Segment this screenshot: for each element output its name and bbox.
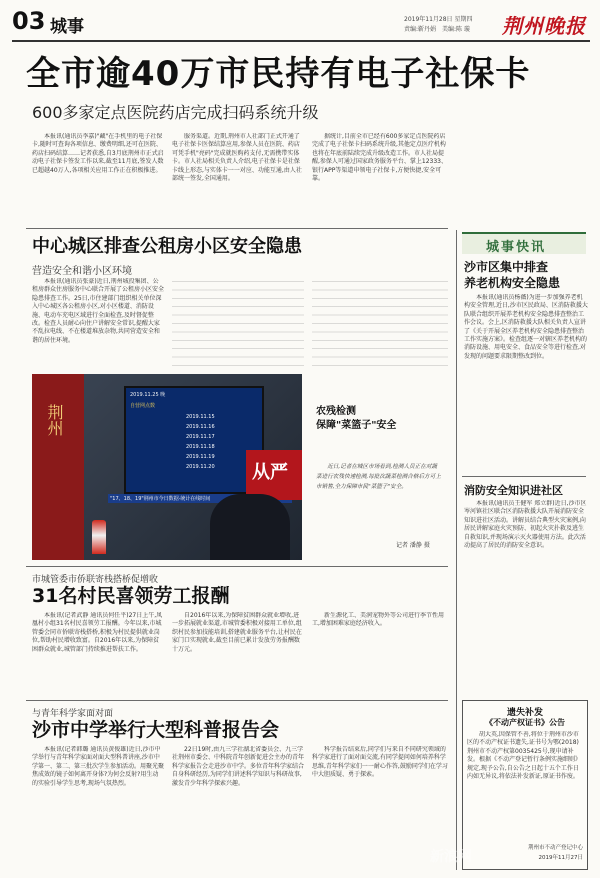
story4-col-3 bbox=[312, 746, 448, 870]
story2-body: 本报讯(通讯员张豪)近日,荆州城投集团、公租房群众住房服务中心联合开展了公租房小区安全隐患排查工作。25日,市住建部门组织相关单位深入中心城区各公租房小区,对小区楼道、消防设施、电动车充电区域进行全面检查,及时督促整改。检查人员耐心向住户讲解安全常识,提醒大家不乱拉电线、不在楼道堆放杂物,共同营造安全和谐的居住环境。 bbox=[32, 278, 164, 344]
header-divider bbox=[12, 40, 590, 42]
lead-body-2: 服务渠道。近期,荆州市人社部门正式开通了电子社保卡医保结算应用,参保人员在医院、药店可凭手机"亮码"完成就医购药支付,无需携带实体卡。市人社局相关负责人介绍,电子社保卡是社保卡线上形态,与实体卡一一对应、功能互通,由人社部统一签发,全国通用。 bbox=[172, 133, 302, 183]
story4-col-1 bbox=[32, 746, 164, 870]
page-header bbox=[12, 6, 590, 44]
story3-headline: 31名村民喜领劳工报酬 bbox=[32, 585, 230, 607]
story4-body-3: 科学报告结束后,同学们与来自不同研究领域的科学家进行了面对面交流,有同学提问如何培养科学思维,青年科学家们一一耐心作答,鼓励同学们在学习中大胆质疑、勇于探索。 bbox=[312, 746, 448, 779]
story2-col-1 bbox=[32, 278, 164, 366]
story4-body-2: 22日19时,由九三学社湖北省委员会、九三学社荆州市委会、中科院青年创新促进会主办的青年科学家报告会走进沙市中学。多位青年科学家结合自身科研经历,为同学们讲述科学知识与科研故事,激发青少年科学探索兴趣。 bbox=[172, 746, 304, 787]
lead-col-1 bbox=[32, 133, 164, 221]
story3-col-1 bbox=[32, 612, 164, 692]
story3-body-3: 新生源化工、美润宠物外等公司进行季节性用工,增加困难家庭经济收入。 bbox=[312, 612, 445, 628]
sidebar-divider bbox=[456, 230, 457, 870]
news2-headline: 消防安全知识进社区 bbox=[464, 484, 563, 497]
lead-body: 本报讯(通讯员李嘉)"藏"在手机里的电子社保卡,随时可查询各项信息、缴费明细,还可在医院、药店扫码结算……记者获悉,自3月底荆州市正式启动电子社保卡签发工作以来,截至11月底,签发人数已超越40万人,各项相关应用工作正在积极推进。 bbox=[32, 133, 164, 174]
notice-headline-1: 遗失补发 bbox=[506, 708, 543, 718]
mid-divider bbox=[26, 566, 448, 567]
screen-line: 2019.11.17 bbox=[186, 434, 215, 440]
story4-body: 本报讯(记者韩璐 通讯员黄俊雄)近日,沙市中学举行与青年科学家面对面大型科普讲座,沙市中学第一、第二、第三批次学生参加活动。用聚光聚焦成效的镜子如何离开身体?为何会反射?用生动的实验引导学生思考,现场气氛热烈。 bbox=[32, 746, 164, 787]
story2-headline: 中心城区排查公租房小区安全隐患 bbox=[32, 236, 302, 257]
notice-body: 胡大英,因保管不善,将位于荆州市沙市区的不动产权证书遗失,证书号为鄂(2018)荆州市不动产权第0035425号,现申请补发。根据《不动产登记暂行条例实施细则》规定,现予公告,自公告之日起十五个工作日内如无异议,将依法补发新证,原证书作废。 bbox=[467, 731, 582, 781]
photo-red-sign bbox=[246, 450, 302, 500]
sidebar-title: 城事快讯 bbox=[486, 240, 547, 255]
story2-subhead: 营造安全和谐小区环境 bbox=[32, 266, 132, 277]
notice-headline-2: 《不动产权证书》公告 bbox=[485, 718, 565, 727]
sign-text: 从严 bbox=[252, 462, 288, 483]
story2-col-2 bbox=[172, 278, 304, 366]
story4-kicker: 与青年科学家面对面 bbox=[32, 709, 114, 719]
food-headline-1: 农残检测 bbox=[316, 406, 356, 417]
story3-body: 本报讯(记者武静 通讯员何任平)27日上午,凤凰村小组31名村民喜领劳工报酬。今年以来,市城管委会同市侨联寄栈搭桥,积极为村民提供就业岗位,帮助村民增收致富。自2016年以来,为保障贫困群众就业,城管部门持续推进帮扶工作。 bbox=[32, 612, 163, 653]
photo-red-panel bbox=[32, 374, 84, 560]
screen-line: 2019.11.25 晚 bbox=[130, 392, 166, 398]
lead-col-3 bbox=[312, 133, 448, 221]
food-caption-text: 近日,记者在城区市场看到,检测人员正在对蔬菜进行农残快速检测,每批次蔬菜检测合格后方可上市销售,全力保障市民"菜篮子"安全。 bbox=[316, 464, 441, 490]
food-headline-2: 保障"菜篮子"安全 bbox=[316, 420, 397, 431]
watermark: 新浪网 bbox=[430, 849, 472, 865]
story3-col-2 bbox=[172, 612, 304, 692]
notice-body-col bbox=[467, 731, 583, 835]
story2-col-3 bbox=[312, 278, 448, 366]
sidebar-rule-1 bbox=[462, 476, 586, 477]
newspaper-logo: 荆州晚报 bbox=[502, 14, 586, 38]
lower-divider bbox=[26, 700, 448, 701]
news-photo bbox=[32, 374, 302, 560]
lead-headline: 全市逾40万市民持有电子社保卡 bbox=[26, 54, 531, 94]
story3-col-3 bbox=[312, 612, 448, 692]
food-caption bbox=[316, 462, 442, 534]
lead-col-2 bbox=[172, 133, 304, 221]
story4-col-2 bbox=[172, 746, 304, 870]
screen-line: 2019.11.20 bbox=[186, 464, 215, 470]
story3-kicker: 市城管委市侨联寄栈搭桥促增收 bbox=[32, 575, 159, 585]
screen-line: 2019.11.18 bbox=[186, 444, 215, 450]
news1-headline-2: 养老机构安全隐患 bbox=[464, 276, 561, 290]
news1-headline-1: 沙市区集中排查 bbox=[464, 260, 549, 274]
screen-line: 2019.11.16 bbox=[186, 424, 215, 430]
story3-body-2: 自2016年以来,为保障贫困群众就业增收,进一步拓展就业渠道,市城管委积极对接用工单位,组织村民参加技能培训,搭建就业服务平台,让村民在家门口实现就业,截至目前已累计发放劳务报酬数十万元。 bbox=[172, 612, 302, 653]
section-name: 城事 bbox=[50, 17, 84, 37]
story4-headline: 沙市中学举行大型科普报告会 bbox=[32, 719, 280, 741]
news2-body-col bbox=[464, 500, 588, 670]
lead-divider bbox=[26, 228, 448, 229]
news1-body-col bbox=[464, 294, 588, 470]
photo-banner: "17、18、19"荆州市今日数据·统计在线时间 bbox=[108, 494, 292, 503]
sidebar-banner bbox=[462, 232, 586, 254]
screen-line: 2019.11.19 bbox=[186, 454, 215, 460]
photo-person bbox=[210, 494, 290, 560]
photo-cone bbox=[92, 520, 106, 554]
photo-screen bbox=[124, 386, 264, 494]
screen-line: 自营网点数 bbox=[130, 403, 156, 409]
issue-date: 2019年11月28日 星期四 bbox=[404, 16, 473, 23]
photo-credit: 记者 潘静 摄 bbox=[396, 542, 430, 549]
lead-subhead: 600多家定点医院药店完成扫码系统升级 bbox=[32, 103, 319, 122]
news1-body: 本报讯(通讯员杨薇)为进一步加强养老机构安全管理,近日,沙市区民政局、区消防救援大队联合组织开展养老机构安全隐患排查整治工作会议。会上,区消防救援大队相关负责人宣讲了《关于开展全区养老机构安全隐患排查整治工作实施方案》。检查组逐一对辖区养老机构的消防设施、用电安全、食品安全等进行检查,对发现的问题要求限期整改到位。 bbox=[464, 294, 588, 360]
lead-body-3: 据统计,目前全市已经有600多家定点医院药店完成了电子社保卡扫码系统升级,其他定点医疗机构也将在年底前陆续完成升级改造工作。市人社局提醒,参保人可通过国家政务服务平台、掌上12333、银行APP等渠道申领电子社保卡,方便快捷,安全可靠。 bbox=[312, 133, 447, 183]
editors-line: 责编:靳丹娟 美编:陈 璇 bbox=[404, 26, 470, 33]
screen-line: 2019.11.15 bbox=[186, 414, 215, 420]
notice-box bbox=[462, 700, 588, 870]
notice-date: 2019年11月27日 bbox=[538, 855, 583, 861]
news2-body: 本报讯(通讯员王健军 郑立群)近日,沙市区岑河镇社区联合区消防救援大队开展消防安全知识进社区活动。讲解员结合典型火灾案例,向居民讲解家庭火灾预防、初起火灾扑救及逃生自救知识,并现场演示灭火器使用方法。此次活动提高了居民的消防安全意识。 bbox=[464, 500, 587, 550]
page-number: 03 bbox=[12, 7, 46, 35]
notice-issuer: 荆州市不动产登记中心 bbox=[527, 845, 583, 851]
photo-vertical-text: 荆州 bbox=[45, 404, 64, 436]
